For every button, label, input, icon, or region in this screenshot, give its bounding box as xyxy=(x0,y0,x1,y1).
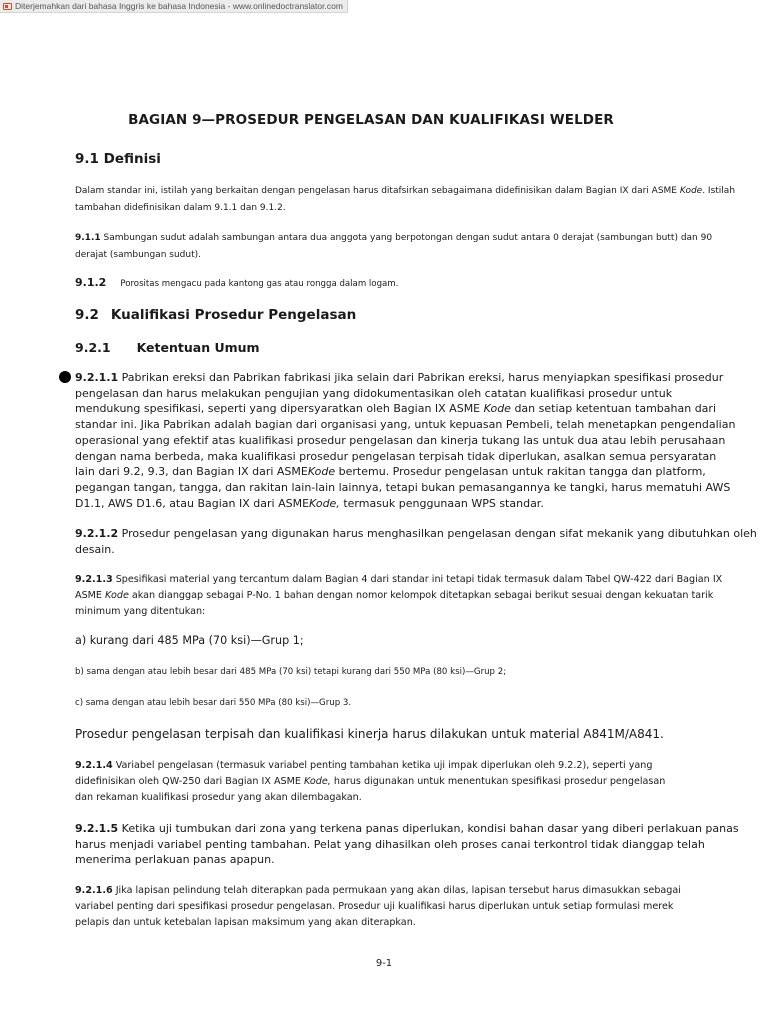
paragraph-9-2-1-2: 9.2.1.2 Prosedur pengelasan yang digunakan harus menghasilkan pengelasan dengan sifat mekanik yang dibutuhkan oleh desain. xyxy=(75,527,757,556)
paragraph-9-2-1-6: 9.2.1.6 Jika lapisan pelindung telah diterapkan pada permukaan yang akan dilas, lapisan tersebut harus dimasukkan sebagai variabel penting dari spesifikasi prosedur pengelasan. Prosedur uji kualifikasi harus diperlukan untuk setiap formulasi merek pelapis dan untuk ketebalan lapisan maksimum yang akan diterapkan. xyxy=(75,885,681,928)
paragraph-9-2-1-4: 9.2.1.4 Variabel pengelasan (termasuk variabel penting tambahan ketika uji impak diperlukan oleh 9.2.2), seperti yang didefinisikan oleh QW-250 dari Bagian IX ASME Kode, harus digunakan untuk menentukan spesifikasi prosedur pengelasan dan rekaman kualifikasi prosedur yang akan dilembagakan. xyxy=(75,760,666,803)
bullet-marker xyxy=(59,371,71,383)
page-title: BAGIAN 9—PROSEDUR PENGELASAN DAN KUALIFIKASI WELDER xyxy=(128,112,614,128)
section-heading-9-1: 9.1 Definisi xyxy=(75,151,161,167)
page-number: 9-1 xyxy=(375,958,393,969)
subsection-heading-9-2-1: 9.2.1 Ketentuan Umum xyxy=(75,340,260,355)
paragraph-9-2-1-1: 9.2.1.1 Pabrikan ereksi dan Pabrikan fabrikasi jika selain dari Pabrikan ereksi, harus menyiapkan spesifikasi prosedur pengelasan dan harus melakukan pengujian yang didokumentasikan oleh catatan kualifikasi prosedur untuk mendukung spesifikasi, seperti yang dipersyaratkan oleh Bagian IX ASME Kode dan setiap ketentuan tambahan dari standar ini. Jika Pabrikan adalah bagian dari organisasi yang, untuk kepuasan Pembeli, telah menetapkan pengendalian operasional yang efektif atas kualifikasi prosedur pengelasan dan kinerja tukang las untuk dua atau lebih perusahaan dengan nama berbeda, maka kualifikasi prosedur pengelasan terpisah tidak diperlukan, asalkan semua persyaratan lain dari 9.2, 9.3, dan Bagian IX dari ASMEKode bertemu. Prosedur pengelasan untuk rakitan tangga dan platform, pegangan tangan, tangga, dan rakitan lain-lain lainnya, tetapi bukan pemasangannya ke tangki, harus mematuhi AWS D1.1, AWS D1.6, atau Bagian IX dari ASMEKode, termasuk penggunaan WPS standar. xyxy=(75,371,736,510)
definition-intro: Dalam standar ini, istilah yang berkaitan dengan pengelasan harus ditafsirkan sebagaimana didefinisikan dalam Bagian IX dari ASME Kode. Istilah tambahan didefinisikan dalam 9.1.1 dan 9.1.2. xyxy=(75,186,736,213)
paragraph-9-1-1: 9.1.1 Sambungan sudut adalah sambungan antara dua anggota yang berpotongan dengan sudut antara 0 derajat (sambungan butt) dan 90 derajat (sambungan sudut). xyxy=(75,233,713,260)
list-item-b: b) sama dengan atau lebih besar dari 485 MPa (70 ksi) tetapi kurang dari 550 MPa (80 ksi)—Grup 2; xyxy=(75,667,507,677)
list-item-c: c) sama dengan atau lebih besar dari 550 MPa (80 ksi)—Grup 3. xyxy=(75,698,352,708)
translator-banner[interactable] xyxy=(0,0,348,13)
paragraph-9-1-2: 9.1.2 Porositas mengacu pada kantong gas atau rongga dalam logam. xyxy=(75,276,399,289)
list-item-a: a) kurang dari 485 MPa (70 ksi)—Grup 1; xyxy=(75,634,304,647)
banner-text: Diterjemahkan dari bahasa Inggris ke bahasa Indonesia - www.onlinedoctranslator.com xyxy=(15,1,343,11)
separate-procedure-note: Prosedur pengelasan terpisah dan kualifikasi kinerja harus dilakukan untuk material A841M/A841. xyxy=(75,727,664,741)
paragraph-9-2-1-3: 9.2.1.3 Spesifikasi material yang tercantum dalam Bagian 4 dari standar ini tetapi tidak termasuk dalam Tabel QW-422 dari Bagian IX ASME Kode akan dianggap sebagai P-No. 1 bahan dengan nomor kelompok ditetapkan sebagai berikut sesuai dengan kekuatan tarik minimum yang ditentukan: xyxy=(75,574,723,617)
paragraph-9-2-1-5: 9.2.1.5 Ketika uji tumbukan dari zona yang terkena panas diperlukan, kondisi bahan dasar yang diberi perlakuan panas harus menjadi variabel penting tambahan. Pelat yang dihasilkan oleh proses canai terkontrol tidak dianggap telah menerima perlakuan panas apapun. xyxy=(75,822,739,867)
translator-logo-icon xyxy=(3,3,12,10)
section-heading-9-2: 9.2 Kualifikasi Prosedur Pengelasan xyxy=(75,307,357,323)
